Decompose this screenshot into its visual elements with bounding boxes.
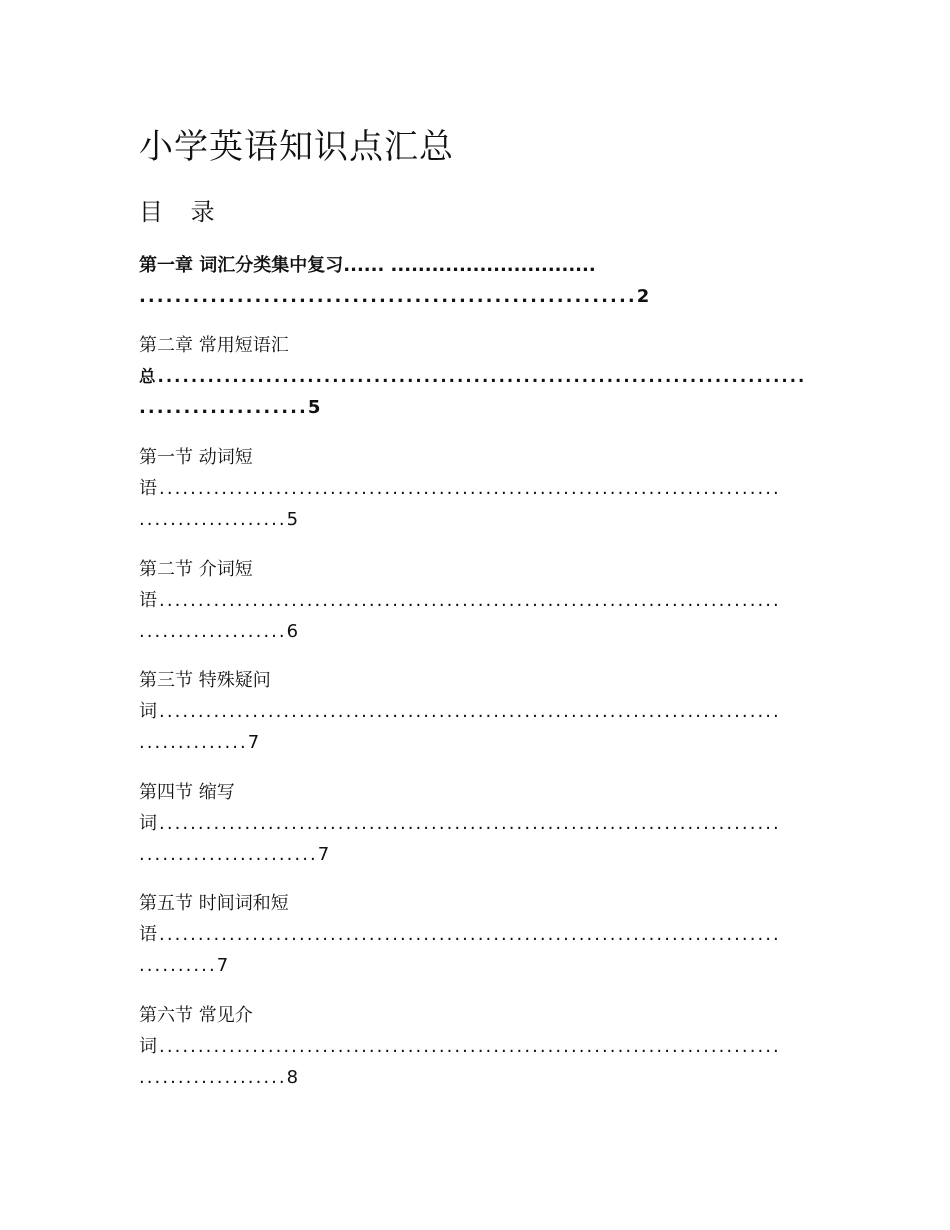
toc-entry-section-4-line-1[interactable]: 第四节 缩写	[139, 782, 235, 803]
toc-entry-section-5-line-3[interactable]: ..........7	[139, 955, 231, 976]
toc-entry-chapter-2-line-3[interactable]: ...................5	[139, 397, 323, 418]
toc-entry-section-1-line-3[interactable]: ...................5	[139, 509, 301, 530]
toc-entry-chapter-2-line-1[interactable]: 第二章 常用短语汇	[139, 335, 289, 356]
toc-entry-section-2-line-3[interactable]: ...................6	[139, 621, 301, 642]
toc-entry-section-5-line-1[interactable]: 第五节 时间词和短	[139, 893, 289, 914]
toc-entry-section-2-line-1[interactable]: 第二节 介词短	[139, 559, 253, 580]
document-title: 小学英语知识点汇总	[139, 127, 454, 167]
toc-entry-chapter-2-line-2[interactable]: 总..............................................................................	[139, 367, 807, 386]
toc-entry-section-6-line-2[interactable]: 词................................................................................	[139, 1036, 781, 1057]
toc-entry-section-1-line-2[interactable]: 语................................................................................	[139, 478, 781, 499]
toc-heading: 目 录	[139, 198, 225, 226]
toc-entry-section-6-line-1[interactable]: 第六节 常见介	[139, 1005, 253, 1026]
toc-entry-section-2-line-2[interactable]: 语................................................................................	[139, 590, 781, 611]
toc-entry-section-4-line-2[interactable]: 词................................................................................	[139, 813, 781, 834]
toc-entry-section-3-line-2[interactable]: 词................................................................................	[139, 701, 781, 722]
toc-entry-section-3-line-1[interactable]: 第三节 特殊疑问	[139, 670, 271, 691]
toc-entry-chapter-1-line-2[interactable]: ........................................................2	[139, 286, 652, 307]
toc-entry-section-4-line-3[interactable]: .......................7	[139, 844, 332, 865]
toc-entry-section-3-line-3[interactable]: ..............7	[139, 732, 262, 753]
toc-entry-section-5-line-2[interactable]: 语................................................................................	[139, 924, 781, 945]
toc-entry-section-6-line-3[interactable]: ...................8	[139, 1067, 301, 1088]
toc-entry-section-1-line-1[interactable]: 第一节 动词短	[139, 447, 253, 468]
toc-entry-chapter-1-line-1[interactable]: 第一章 词汇分类集中复习...... ..............................	[139, 255, 596, 276]
